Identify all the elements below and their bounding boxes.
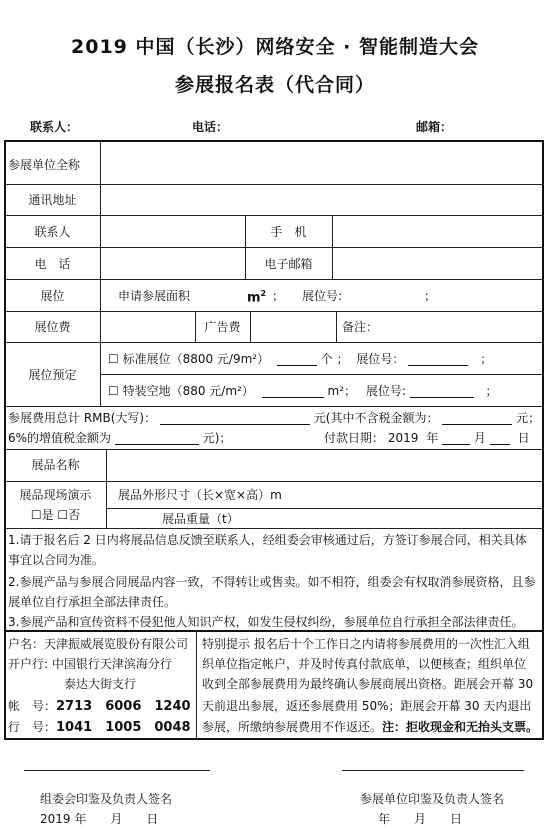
standard-booth-count-field[interactable] (277, 353, 317, 366)
booth-end: ； (424, 289, 437, 303)
note-line: 3.参展产品和宣传资料不侵犯他人知识产权，如发生侵权纠纷，参展单位自行承担全部法律责任。 (8, 615, 524, 629)
demo-options[interactable]: ☐是 ☐否 (30, 508, 81, 522)
vat-line: 6%的增值税金额为 元)； (8, 431, 232, 445)
booth-fee-label: 展位费 (34, 320, 71, 334)
note-line: 事宜以合同为准。 (8, 553, 105, 567)
special-notice-line: 收到全部参展费用为最终确认参展商展出资格。距展会开幕 30 (202, 677, 534, 691)
remark-label: 备注： (342, 320, 379, 334)
account-number: 帐 号：2713 6006 1240 (8, 699, 191, 714)
phone-label: 电话： (192, 120, 229, 134)
demo-label: 展品现场演示 (19, 488, 92, 502)
mobile-label: 手 机 (270, 225, 307, 239)
exhibit-name-label: 展品名称 (31, 458, 80, 472)
raw-space-area-field[interactable] (262, 385, 324, 398)
dimensions-label: 展品外形尺寸（长×宽×高）m (118, 488, 282, 502)
exhibitor-signature-label: 参展单位印鉴及负责人签名 (360, 792, 505, 806)
total-fee-line: 参展费用总计 RMB(大写)： 元(其中不含税金额为： 元； (8, 411, 541, 425)
bank-row-number: 行 号：1041 1005 0048 (8, 720, 191, 735)
account-name: 户名：天津振威展览股份有限公司 (8, 637, 189, 651)
contact-label: 联系人 (34, 225, 71, 239)
standard-booth-option[interactable]: ☐ 标准展位（8800 元/9m²） 个 ； 展位号： ； (108, 352, 493, 366)
organizer-signature-label: 组委会印鉴及负责人签名 (40, 792, 173, 806)
special-notice-line: 织单位指定帐户，并及时传真付款底单，以便核查；组织单位 (202, 657, 527, 671)
note-line: 1.请于报名后 2 日内将展品信息反馈至联系人，经组委会审核通过后，方签订参展合同，相关具体 (8, 533, 527, 547)
reservation-label: 展位预定 (28, 368, 77, 382)
booth-label: 展位 (40, 289, 65, 303)
weight-label: 展品重量（t） (162, 512, 239, 526)
note-line: 2.参展产品与参展合同展品内容一致，不得转让或售卖。如不相符，组委会有权取消参展资格，且参 (8, 575, 536, 589)
special-notice-line: 天前退出参展，返还参展费用 50%；距展会开幕 30 天内退出 (202, 699, 532, 713)
bank-branch: 泰达大街支行 (64, 677, 137, 691)
booth-semicolon: ； (272, 289, 285, 303)
form-subtitle: 参展报名表（代合同） (174, 74, 375, 96)
phone-field-label: 电 话 (34, 257, 71, 271)
payment-date: 付款日期： 2019 年 月 日 (324, 431, 530, 445)
booth-area-label: 申请参展面积 (118, 289, 191, 303)
form-title: 2019 中国（长沙）网络安全 · 智能制造大会 (71, 36, 479, 58)
raw-space-booth-number-field[interactable] (410, 385, 474, 398)
address-label: 通讯地址 (28, 193, 77, 207)
special-notice-line: 特别提示 报名后十个工作日之内请将参展费用的一次性汇入组 (202, 637, 530, 651)
contact-person-label: 联系人： (30, 120, 79, 134)
exhibitor-signature-date: 年 月 日 (378, 812, 463, 826)
total-fee-amount-field[interactable] (160, 412, 310, 425)
ad-fee-label: 广告费 (204, 320, 241, 334)
raw-space-option[interactable]: ☐ 特装空地（880 元/m²） m²； 展位号: ； (108, 384, 498, 398)
organizer-signature-date: 2019 年 月 日 (40, 812, 159, 826)
pre-tax-amount-field[interactable] (442, 412, 512, 425)
note-line: 展单位自行承担全部法律责任。 (8, 595, 177, 609)
special-notice-last: 参展，所缴纳参展费用不作返还。注：拒收现金和无抬头支票。 (202, 720, 539, 734)
exhibitor-name-label: 参展单位全称 (8, 158, 81, 172)
standard-booth-number-field[interactable] (408, 353, 468, 366)
email-field-label: 电子邮箱 (264, 257, 313, 271)
booth-number-label: 展位号: (302, 289, 343, 303)
booth-area-unit: $m^2$ (247, 289, 267, 306)
email-label: 邮箱： (416, 120, 453, 134)
bank-name: 开户行: 中国银行天津滨海分行 (8, 657, 172, 671)
vat-amount-field[interactable] (115, 432, 199, 445)
